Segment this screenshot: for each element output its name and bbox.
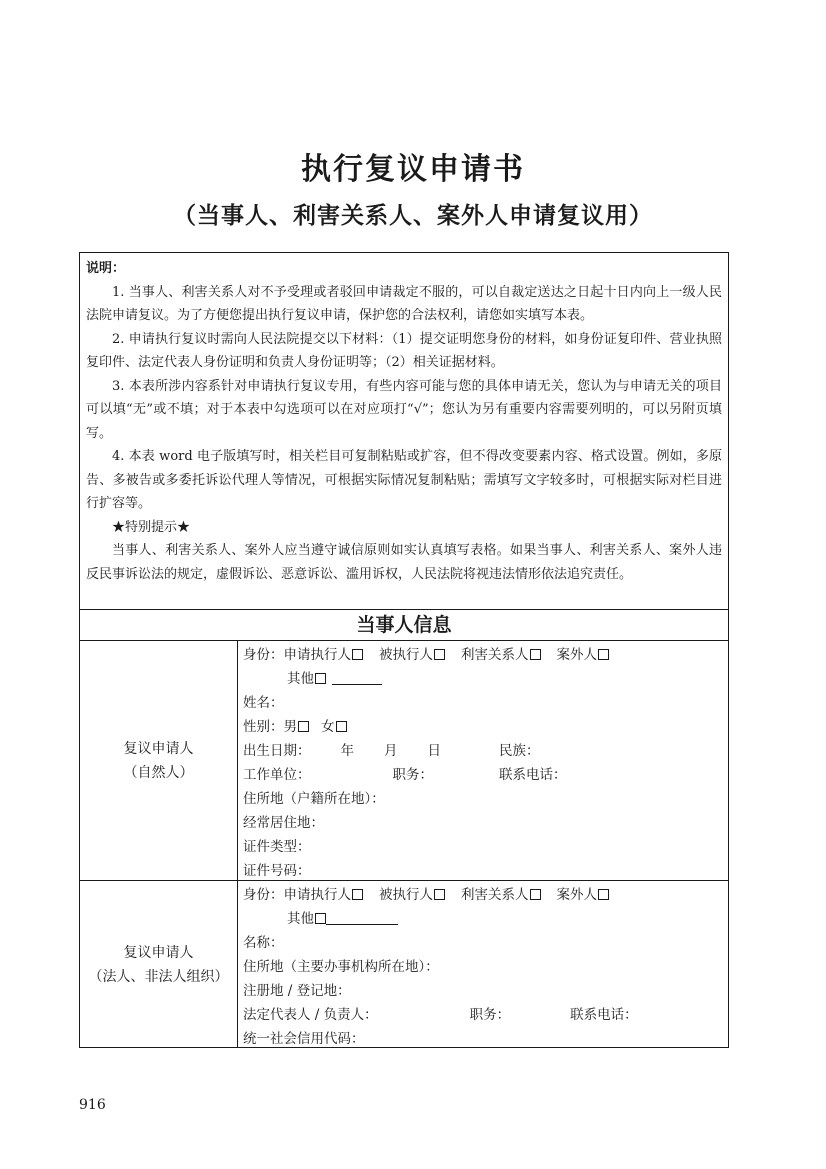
work-unit-field[interactable]: 工作单位： [243, 767, 311, 783]
checkbox-outsider[interactable] [598, 649, 609, 660]
instruction-item-1: 1. 当事人、利害关系人对不予受理或者驳回申请裁定不服的，可以自裁定送达之日起十日内向上一级人民法院申请复议。为了方便您提出执行复议申请，保护您的合法权利，请您如实填写本表。 [86, 284, 722, 323]
special-notice-heading: ★特别提示★ [112, 519, 191, 535]
page-number: 916 [79, 1097, 106, 1113]
representative-field[interactable]: 法定代表人 / 负责人： [243, 1007, 378, 1023]
legal-phone-field[interactable]: 联系电话： [570, 1007, 638, 1023]
legal-label-line1: 复议申请人 [123, 944, 194, 961]
document-subtitle: （当事人、利害关系人、案外人申请复议用） [173, 203, 653, 229]
birth-line[interactable]: 出生日期： 年 月 日 民族： [243, 743, 540, 759]
legal-other-blank[interactable] [326, 910, 398, 925]
document-title: 执行复议申请书 [301, 152, 525, 187]
residence-field[interactable]: 住所地（户籍所在地）： [243, 791, 385, 807]
checkbox-legal-outsider[interactable] [598, 889, 609, 900]
position-field[interactable]: 职务： [392, 767, 433, 783]
special-notice-text: 当事人、利害关系人、案外人应当遵守诚信原则如实认真填写表格。如果当事人、利害关系人、案外人违反民事诉讼法的规定，虚假诉讼、恶意诉讼、滥用诉权，人民法院将视违法情形依法追究责任。 [86, 543, 722, 582]
checkbox-applicant[interactable] [352, 649, 363, 660]
natural-person-row [80, 641, 728, 881]
legal-label-line2: （法人、非法人组织） [88, 968, 229, 985]
instruction-item-3: 3. 本表所涉内容系针对申请执行复议专用，有些内容可能与您的具体申请无关，您认为与申请无关的项目可以填“无”或不填；对于本表中勾选项可以在对应项打“√”；您认为另有重要内容需要列明的，可以另附页填写。 [86, 378, 722, 441]
legal-position-field[interactable]: 职务： [469, 1007, 511, 1023]
party-info-header: 当事人信息 [80, 609, 728, 641]
instructions-section [80, 253, 728, 609]
checkbox-male[interactable] [298, 721, 309, 732]
habitual-residence-field[interactable]: 经常居住地： [243, 815, 324, 831]
name-field[interactable]: 姓名： [243, 695, 284, 711]
checkbox-legal-applicant[interactable] [352, 889, 363, 900]
gender-line: 性别：男 女 [243, 715, 728, 739]
checkbox-other[interactable] [315, 673, 326, 684]
checkbox-interested-party[interactable] [530, 649, 541, 660]
instruction-item-2: 2. 申请执行复议时需向人民法院提交以下材料：（1）提交证明您身份的材料，如身份证复印件、营业执照复印件、法定代表人身份证明和负责人身份证明等；（2）相关证据材料。 [86, 331, 722, 370]
identity-line: 身份：申请执行人 被执行人 利害关系人 案外人 [243, 643, 728, 667]
legal-entity-row [80, 881, 728, 1048]
legal-entity-label [80, 881, 238, 1048]
instruction-item-4: 4. 本表 word 电子版填写时，相关栏目可复制粘贴或扩容，但不得改变要素内容、格式设置。例如，多原告、多被告或多委托诉讼代理人等情况，可根据实际情况复制粘贴；需填写文字较多时，可根据实际对栏目进行扩容等。 [86, 449, 722, 511]
entity-residence-field[interactable]: 住所地（主要办事机构所在地）： [243, 959, 439, 975]
representative-line [243, 1003, 728, 1027]
identity-other-line: 其他 [243, 667, 728, 691]
natural-person-fields [238, 641, 728, 880]
instructions-heading: 说明： [86, 261, 126, 276]
checkbox-legal-respondent[interactable] [434, 889, 445, 900]
natural-person-label [80, 641, 238, 880]
registered-place-field[interactable]: 注册地 / 登记地： [243, 983, 351, 999]
legal-identity-line: 身份：申请执行人 被执行人 利害关系人 案外人 [243, 883, 728, 907]
other-blank[interactable] [332, 670, 382, 685]
credit-code-field[interactable]: 统一社会信用代码： [243, 1031, 365, 1047]
legal-identity-other-line: 其他 [243, 907, 728, 931]
work-line [243, 763, 728, 787]
legal-entity-fields [238, 881, 728, 1048]
checkbox-legal-interested-party[interactable] [530, 889, 541, 900]
checkbox-female[interactable] [336, 721, 347, 732]
natural-label-line1: 复议申请人 [123, 740, 194, 757]
id-number-field[interactable]: 证件号码： [243, 863, 311, 879]
checkbox-respondent[interactable] [434, 649, 445, 660]
entity-name-field[interactable]: 名称： [243, 935, 284, 951]
phone-field[interactable]: 联系电话： [499, 767, 567, 783]
form-table [79, 252, 729, 1048]
checkbox-legal-other[interactable] [315, 913, 326, 924]
natural-label-line2: （自然人） [123, 764, 194, 781]
id-type-field[interactable]: 证件类型： [243, 839, 311, 855]
ethnicity-field[interactable]: 民族： [499, 743, 540, 759]
